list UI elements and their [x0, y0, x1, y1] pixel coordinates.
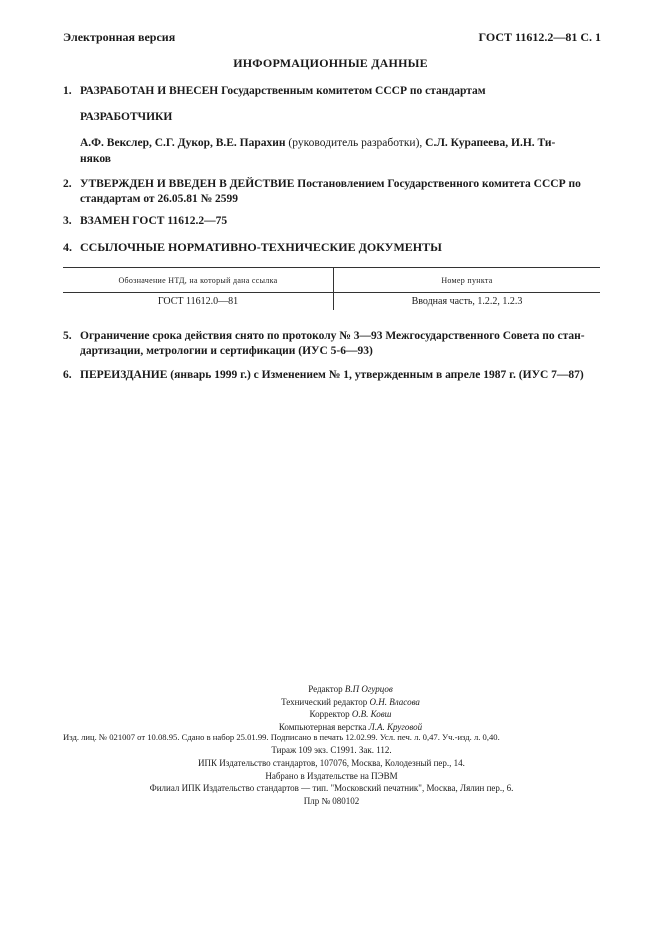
page-title: ИНФОРМАЦИОННЫЕ ДАННЫЕ [233, 56, 428, 70]
section-2 [63, 177, 600, 207]
section-1 [63, 84, 600, 99]
table-row [63, 293, 600, 311]
section-2-line1: УТВЕРЖДЕН И ВВЕДЕН В ДЕЙСТВИЕ Постановлением Государственного комитета СССР по [80, 178, 581, 190]
column-header-document: Обозначение НТД, на который дана ссылка [63, 268, 334, 293]
developers-names-c: няков [80, 153, 111, 165]
table-cell-document: ГОСТ 11612.0—81 [63, 293, 334, 311]
credit-layout-name: Л.А. Круговой [368, 721, 423, 732]
publisher-address: ИПК Издательство стандартов, 107076, Москва, Колодезный пер., 14. [198, 758, 465, 768]
section-4 [63, 240, 600, 255]
publishing-license-line: Изд. лиц. № 021007 от 10.08.95. Сдано в набор 25.01.99. Подписано в печать 12.02.99. Усл. печ. л. 0,47. Уч.-изд. л. 0,40. [63, 732, 500, 742]
document-code-page: ГОСТ 11612.2—81 С. 1 [478, 30, 601, 44]
section-6-text: ПЕРЕИЗДАНИЕ (январь 1999 г.) с Изменением № 1, утвержденным в апреле 1987 г. (ИУС 7—87) [80, 369, 584, 381]
table-cell-clause: Вводная часть, 1.2.2, 1.2.3 [411, 296, 523, 307]
credit-editor-name: В.П Огурцов [344, 684, 393, 694]
credit-editor-label: Редактор [308, 684, 345, 694]
developers-list [80, 135, 600, 167]
section-6 [63, 368, 600, 383]
section-5 [63, 329, 600, 359]
printer-address: Филиал ИПК Издательство стандартов — тип. "Московский печатник", Москва, Лялин пер., 6. [149, 783, 514, 793]
section-5-number: 5. [63, 330, 72, 342]
credit-editor [40, 683, 661, 696]
publishing-print-run-line: Тираж 109 экз. С1991. Зак. 112. [271, 744, 392, 755]
section-2-line2: стандартам от 26.05.81 № 2599 [80, 193, 239, 205]
section-4-number: 4. [63, 240, 72, 254]
credit-corrector [40, 708, 661, 721]
section-3 [63, 214, 600, 229]
publishing-info [63, 731, 600, 756]
credit-tech-editor-label: Технический редактор [281, 696, 370, 707]
section-2-number: 2. [63, 178, 72, 190]
publisher-block [63, 757, 600, 807]
section-3-number: 3. [63, 215, 72, 227]
credit-tech-editor [40, 696, 661, 709]
section-4-text: ССЫЛОЧНЫЕ НОРМАТИВНО-ТЕХНИЧЕСКИЕ ДОКУМЕНТЫ [80, 240, 442, 254]
section-3-text: ВЗАМЕН ГОСТ 11612.2—75 [80, 215, 228, 227]
section-6-number: 6. [63, 369, 72, 381]
credits-block [0, 683, 661, 733]
table-header-row [63, 268, 600, 293]
developers-heading: РАЗРАБОТЧИКИ [80, 111, 173, 123]
electronic-version-label: Электронная версия [63, 30, 176, 44]
developers-role: (руководитель разработки), [285, 137, 426, 149]
section-1-number: 1. [63, 85, 72, 97]
section-5-line2: дартизации, метрологии и сертификации (ИУС 5-6—93) [80, 345, 373, 357]
developers-names-a: А.Ф. Векслер, С.Г. Дукор, В.Е. Парахин [80, 137, 286, 149]
credit-corrector-name: О.В. Ковш [351, 709, 392, 719]
printer-license: Плр № 080102 [303, 795, 360, 806]
section-1-text: РАЗРАБОТАН И ВНЕСЕН Государственным комитетом СССР по стандартам [80, 85, 486, 97]
credit-tech-editor-name: О.Н. Власова [369, 696, 420, 707]
reference-documents-table [63, 267, 600, 310]
typeset-note: Набрано в Издательстве на ПЭВМ [265, 770, 398, 781]
credit-corrector-label: Корректор [309, 709, 352, 719]
section-5-line1: Ограничение срока действия снято по протоколу № 3—93 Межгосударственного Совета по стан- [80, 330, 585, 342]
developers-names-b: С.Л. Курапеева, И.Н. Ти- [425, 137, 556, 149]
credit-layout-label: Компьютерная верстка [278, 721, 369, 732]
column-header-clause: Номер пункта [334, 268, 601, 293]
